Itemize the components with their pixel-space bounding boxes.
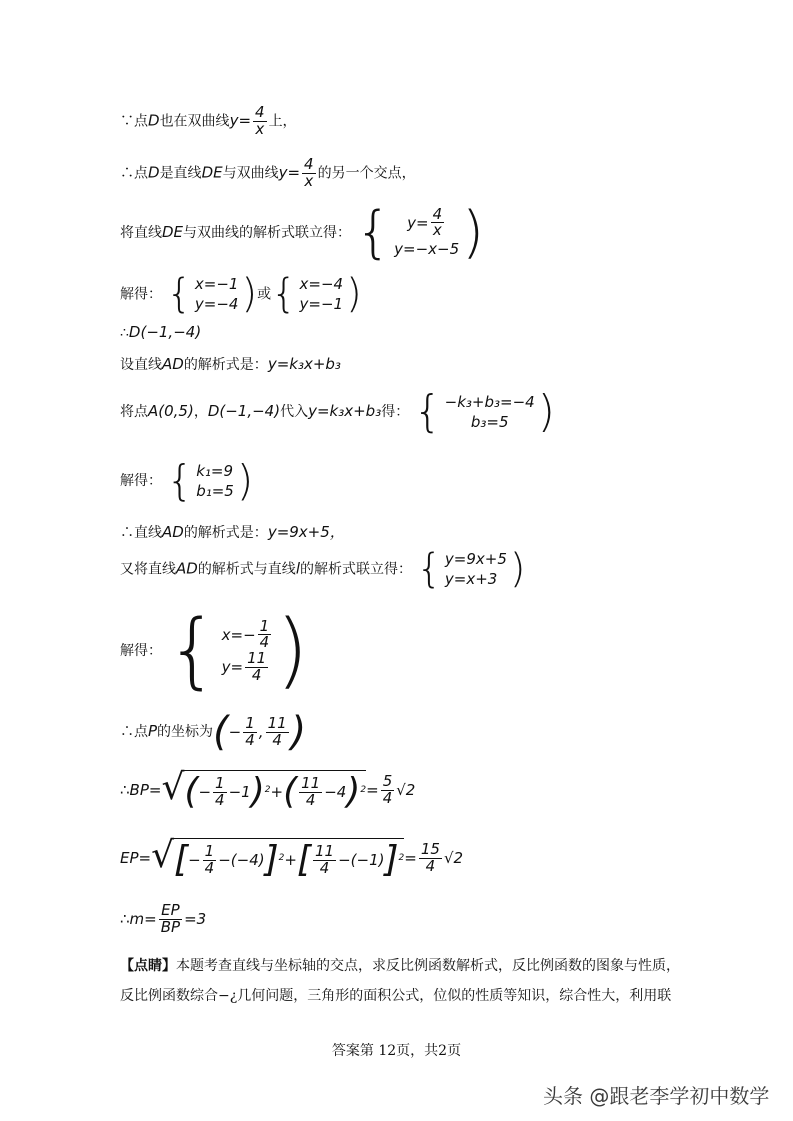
line-13: [120, 767, 416, 812]
fraction: [203, 841, 217, 877]
text: 也在双曲线: [159, 113, 230, 130]
right-paren: ): [241, 271, 258, 318]
line-1: [120, 105, 297, 138]
fraction: [299, 773, 322, 809]
numerator: 11: [315, 841, 335, 860]
math-expr: −(−1): [338, 851, 385, 869]
text: 与双曲线: [222, 165, 279, 182]
left-brace: {: [271, 271, 297, 318]
text: ∴直线: [120, 525, 162, 541]
radical-sign: √: [396, 781, 406, 799]
line-15: [120, 903, 206, 936]
row-eq: y=: [221, 657, 244, 676]
m-formula: [120, 903, 206, 936]
comment-line-2: [120, 985, 671, 1005]
numerator: 11: [247, 649, 267, 667]
system-rows: [297, 274, 347, 315]
exponent: 2: [264, 785, 271, 795]
denominator: 4: [215, 790, 225, 809]
equation-system: [416, 546, 526, 593]
text: 的解析式联立得：: [299, 561, 412, 578]
point-coordinates: ( − $\frac{1}{4}$ , $\frac{11}{4}$ ): [213, 709, 307, 755]
denominator: x: [304, 171, 314, 190]
watermark: 头条 @跟老李学初中数学: [543, 1084, 770, 1108]
line-7: [120, 386, 555, 437]
equation-system: [166, 603, 309, 698]
math-expr: ∴m=: [120, 910, 157, 929]
left-paren: (: [184, 771, 199, 812]
numerator: 1: [259, 616, 270, 635]
right-paren: ): [346, 271, 362, 318]
row: x=−4: [299, 275, 344, 293]
math-expr: D(−1,−4): [207, 402, 281, 420]
row: −k₃+b₃=−4: [444, 392, 535, 411]
math-eq: y=: [278, 163, 301, 182]
exponent: 2: [398, 853, 405, 863]
denominator: 4: [319, 858, 330, 877]
equation-system: [166, 456, 254, 505]
right-bracket: ]: [264, 839, 279, 880]
radical: [151, 835, 405, 880]
numerator: 15: [420, 839, 440, 858]
line-11: [120, 603, 309, 698]
denominator: 4: [245, 730, 255, 749]
fraction: [258, 616, 272, 652]
fraction: [381, 771, 395, 807]
math-expr: ∴BP=: [120, 781, 162, 799]
denominator: x: [432, 221, 442, 240]
numerator: 5: [382, 771, 393, 790]
line-5: [120, 323, 201, 341]
denominator: 4: [305, 790, 316, 809]
equation-system: [413, 386, 555, 437]
ep-formula: [120, 835, 464, 880]
right-paren: ): [509, 546, 526, 593]
comment-line-1: [120, 955, 680, 975]
comment-tag: 【点睛】: [120, 958, 176, 974]
math-expr: y=k₃x+b₃: [267, 355, 341, 373]
math-expr: y=9x+5，: [267, 523, 345, 541]
text: 代入: [280, 404, 309, 420]
system-rows: [192, 274, 242, 315]
right-paren: ): [290, 709, 307, 755]
comment-text: 本题考查直线与坐标轴的交点，求反比例函数解析式，反比例函数的图象与性质，: [176, 958, 680, 974]
line-2: [120, 157, 416, 190]
math-expr: −1: [228, 783, 251, 801]
line-6: [120, 354, 341, 374]
left-paren: (: [213, 709, 229, 755]
left-paren: (: [283, 771, 298, 812]
system-rows: [442, 392, 538, 433]
equation-system: [166, 271, 258, 318]
bp-formula: [120, 767, 416, 812]
math-expr: A(0,5): [148, 402, 194, 420]
right-paren: ): [250, 771, 265, 812]
text: 设直线: [120, 357, 162, 373]
equation-system: [355, 200, 484, 265]
text: 将点: [120, 404, 148, 420]
math-expr: =: [366, 781, 379, 799]
text: ∴点: [120, 724, 148, 740]
line-9: [120, 521, 345, 542]
denominator: x: [255, 119, 265, 138]
line-3: [120, 200, 484, 265]
fraction: [302, 157, 316, 190]
fraction: [253, 105, 267, 138]
math-var: P: [148, 722, 158, 740]
left-brace: {: [355, 200, 392, 265]
text: 的解析式与直线: [197, 561, 296, 578]
text: 是直线: [159, 165, 202, 182]
numerator: 11: [301, 773, 321, 792]
row: y=x+3: [444, 570, 498, 589]
row: y=−x−5: [394, 240, 460, 259]
row-eq: y=: [407, 213, 429, 232]
numerator: 1: [245, 713, 255, 732]
text: 将直线: [120, 225, 162, 241]
text: ∵点: [120, 113, 148, 130]
math-var: DE: [201, 163, 223, 182]
numerator: 1: [215, 773, 225, 792]
text: 的另一个交点，: [317, 165, 416, 182]
row: k₁=9: [196, 461, 233, 480]
math-var: DE: [162, 223, 184, 241]
math-var: D: [148, 163, 160, 182]
right-paren: ): [537, 386, 555, 437]
text: 解得：: [120, 473, 162, 489]
text: 解得：: [120, 643, 162, 659]
left-brace: {: [413, 386, 442, 437]
math-expr: =: [404, 849, 417, 867]
denominator: 4: [251, 665, 262, 684]
left-brace: {: [166, 456, 194, 505]
numerator: 4: [432, 204, 443, 223]
text: ，: [193, 404, 208, 420]
row: y=−1: [299, 295, 344, 314]
page-footer: 答案第 12页，共2页: [331, 1043, 462, 1059]
math-eq: y=: [229, 111, 252, 130]
line-12: [120, 709, 307, 755]
exponent: 2: [278, 853, 285, 863]
math-expr: D(−1,−4): [128, 323, 202, 341]
right-paren: ): [462, 200, 484, 265]
text: 的解析式是：: [183, 357, 268, 373]
row: x=−1: [194, 275, 239, 293]
system-rows: [219, 616, 277, 684]
text: 又将直线: [120, 561, 176, 578]
radical-sign: √: [443, 849, 454, 867]
right-paren: ): [346, 771, 361, 812]
math-expr: 2: [453, 849, 464, 867]
math-expr: 2: [405, 781, 416, 799]
fraction: [245, 651, 268, 684]
right-bracket: ]: [384, 839, 399, 880]
line-4: [120, 271, 362, 318]
denominator: BP: [160, 917, 181, 936]
text: 的坐标为: [157, 724, 214, 740]
left-brace: {: [416, 546, 442, 593]
row: y=9x+5: [444, 550, 507, 568]
numerator: 4: [255, 103, 265, 121]
math-var: AD: [162, 355, 184, 373]
fraction: [266, 713, 289, 749]
left-bracket: [: [296, 839, 312, 880]
math-var: AD: [162, 523, 184, 541]
fraction: [313, 841, 336, 877]
math-expr: y=k₃x+b₃: [308, 402, 382, 420]
numerator: 4: [304, 155, 314, 173]
numerator: EP: [161, 901, 180, 919]
math-expr: =3: [184, 910, 207, 929]
denominator: 4: [382, 788, 393, 807]
text: 的解析式是：: [183, 525, 268, 541]
text: 解得：: [120, 286, 162, 303]
right-paren: ): [236, 456, 254, 505]
text: 上，: [268, 113, 297, 130]
fraction: [159, 903, 182, 936]
system-rows: [442, 549, 510, 590]
radicand: ( − $\frac{1}{4}$ −1 ) $^2$ + ( $\frac{11}{4}$ −4 ) $^2$: [184, 771, 367, 812]
fraction: [431, 204, 445, 240]
comment-text: 反比例函数综合−¿几何问题，三角形的面积公式，位似的性质等知识，综合性大，利用联: [120, 988, 672, 1004]
line-14: [120, 835, 464, 880]
radicand: [ − $\frac{1}{4}$ −(−4) ] $^2$ + [ $\frac{11}{4}$ −(−1) ] $^2$: [174, 839, 405, 880]
system-rows: [193, 461, 237, 502]
math-expr: EP=: [120, 849, 152, 867]
math-var: l: [295, 559, 300, 578]
text: 与双曲线的解析式联立得：: [183, 225, 352, 241]
row: y=−4: [194, 295, 239, 314]
row-eq: x=−: [221, 625, 256, 644]
text: ∴点: [120, 165, 148, 182]
line-8: [120, 456, 254, 505]
text: 得：: [381, 404, 410, 420]
system-rows: [391, 204, 462, 260]
denominator: 4: [272, 730, 282, 749]
math-expr: −(−4): [218, 851, 265, 869]
fraction: [243, 713, 257, 749]
exponent: 2: [360, 785, 367, 795]
equation-system: [271, 271, 362, 318]
row: b₃=5: [470, 413, 509, 431]
denominator: 4: [259, 633, 270, 652]
left-bracket: [: [174, 839, 189, 880]
line-10: [120, 546, 526, 593]
numerator: 1: [204, 841, 215, 860]
numerator: 11: [267, 713, 287, 732]
radical-sign: √: [161, 767, 185, 808]
math-var: AD: [176, 559, 198, 578]
right-paren: ): [276, 603, 309, 698]
math-expr: −4: [324, 783, 347, 801]
math-var: D: [148, 111, 160, 130]
left-brace: {: [166, 271, 192, 318]
text: ∴: [120, 325, 129, 341]
denominator: 4: [425, 856, 436, 875]
left-brace: {: [166, 603, 219, 698]
radical: [161, 767, 367, 812]
fraction: [213, 773, 227, 809]
text: 或: [257, 286, 272, 303]
row: b₁=5: [196, 482, 234, 500]
denominator: 4: [204, 858, 215, 877]
radical-sign: √: [151, 835, 175, 876]
fraction: [419, 839, 442, 875]
